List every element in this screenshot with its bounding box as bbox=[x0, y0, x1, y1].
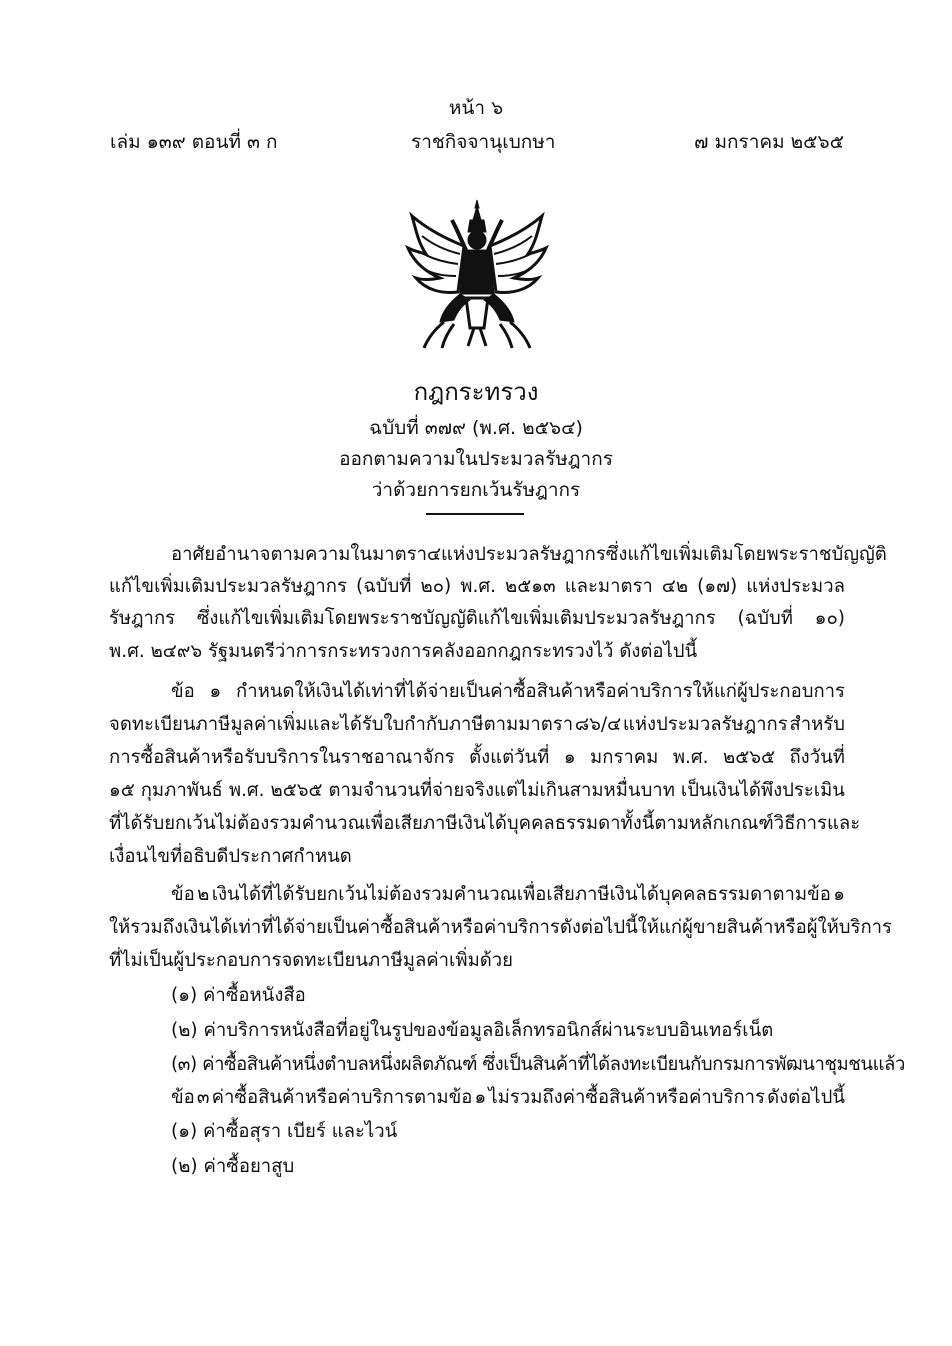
clause-2-line: ให้รวมถึงเงินได้เท่าที่ได้จ่ายเป็นค่าซื้อสินค้าหรือค่าบริการดังต่อไปนี้ให้แก่ผู้ขายสินค้าหรือผู้ให้บริการ bbox=[109, 917, 892, 938]
clause-3-item: (๑) ค่าซื้อสุรา เบียร์ และไวน์ bbox=[171, 1121, 398, 1142]
decree-subject: ว่าด้วยการยกเว้นรัษฎากร bbox=[371, 479, 581, 501]
clause-3-item: (๒) ค่าซื้อยาสูบ bbox=[171, 1156, 295, 1177]
clause-1-line: ข้อ ๑ กำหนดให้เงินได้เท่าที่ได้จ่ายเป็นค่าซื้อสินค้าหรือค่าบริการให้แก่ผู้ประกอบการ bbox=[171, 681, 845, 702]
decree-number: ฉบับที่ ๓๗๙ (พ.ศ. ๒๕๖๔) bbox=[369, 417, 583, 439]
clause-2-item: (๒) ค่าบริการหนังสือที่อยู่ในรูปของข้อมูลอิเล็กทรอนิกส์ผ่านระบบอินเทอร์เน็ต bbox=[171, 1020, 774, 1041]
gazette-name: ราชกิจจานุเบกษา bbox=[411, 131, 556, 153]
garuda-emblem-icon bbox=[404, 198, 550, 350]
decree-title: กฎกระทรวง bbox=[413, 378, 539, 406]
page-number: หน้า ๖ bbox=[448, 97, 504, 119]
gazette-date: ๗ มกราคม ๒๕๖๕ bbox=[694, 131, 844, 153]
clause-2-line: ข้อ ๒ เงินได้ที่ได้รับยกเว้นไม่ต้องรวมคำนวณเพื่อเสียภาษีเงินได้บุคคลธรรมดาตามข้อ ๑ bbox=[171, 884, 845, 905]
preamble-line: แก้ไขเพิ่มเติมประมวลรัษฎากร (ฉบับที่ ๒๐) พ.ศ. ๒๕๑๓ และมาตรา ๔๒ (๑๗) แห่งประมวล bbox=[109, 576, 845, 597]
clause-1-line: การซื้อสินค้าหรือรับบริการในราชอาณาจักร ตั้งแต่วันที่ ๑ มกราคม พ.ศ. ๒๕๖๕ ถึงวันที่ bbox=[109, 747, 845, 768]
clause-1-line: จดทะเบียนภาษีมูลค่าเพิ่มและได้รับใบกำกับภาษีตามมาตรา ๘๖/๔ แห่งประมวลรัษฎากร สำหรับ bbox=[109, 714, 845, 735]
preamble-line: อาศัยอำนาจตามความในมาตรา ๔ แห่งประมวลรัษฎากร ซึ่งแก้ไขเพิ่มเติมโดยพระราชบัญญัติ bbox=[171, 544, 887, 565]
clause-2-line: ที่ไม่เป็นผู้ประกอบการจดทะเบียนภาษีมูลค่าเพิ่มด้วย bbox=[109, 950, 514, 971]
clause-3-line: ข้อ ๓ ค่าซื้อสินค้าหรือค่าบริการตามข้อ ๑ ไม่รวมถึงค่าซื้อสินค้าหรือค่าบริการ ดังต่อไปนี้ bbox=[171, 1087, 845, 1108]
preamble-line: พ.ศ. ๒๔๙๖ รัฐมนตรีว่าการกระทรวงการคลังออกกฎกระทรวงไว้ ดังต่อไปนี้ bbox=[109, 641, 698, 662]
clause-1-line: ๑๕ กุมภาพันธ์ พ.ศ. ๒๕๖๕ ตามจำนวนที่จ่ายจริงแต่ไม่เกินสามหมื่นบาท เป็นเงินได้พึงประเมิน bbox=[109, 780, 845, 801]
clause-1-line: ที่ได้รับยกเว้นไม่ต้องรวมคำนวณเพื่อเสียภาษีเงินได้บุคคลธรรมดา ทั้งนี้ ตามหลักเกณฑ์ วิธีการ และ bbox=[109, 813, 861, 834]
clause-2-item: (๑) ค่าซื้อหนังสือ bbox=[171, 985, 306, 1006]
clause-2-item: (๓) ค่าซื้อสินค้าหนึ่งตำบลหนึ่งผลิตภัณฑ์ ซึ่งเป็นสินค้าที่ได้ลงทะเบียนกับกรมการพัฒนาชุมชนแล้ว bbox=[171, 1054, 905, 1075]
gazette-volume: เล่ม ๑๓๙ ตอนที่ ๓ ก bbox=[110, 131, 278, 153]
preamble-line: รัษฎากร ซึ่งแก้ไขเพิ่มเติมโดยพระราชบัญญัติแก้ไขเพิ่มเติมประมวลรัษฎากร (ฉบับที่ ๑๐) bbox=[109, 608, 845, 629]
clause-1-line: เงื่อนไขที่อธิบดีประกาศกำหนด bbox=[109, 846, 352, 867]
title-divider bbox=[426, 513, 524, 515]
decree-issued-under: ออกตามความในประมวลรัษฎากร bbox=[339, 448, 613, 470]
